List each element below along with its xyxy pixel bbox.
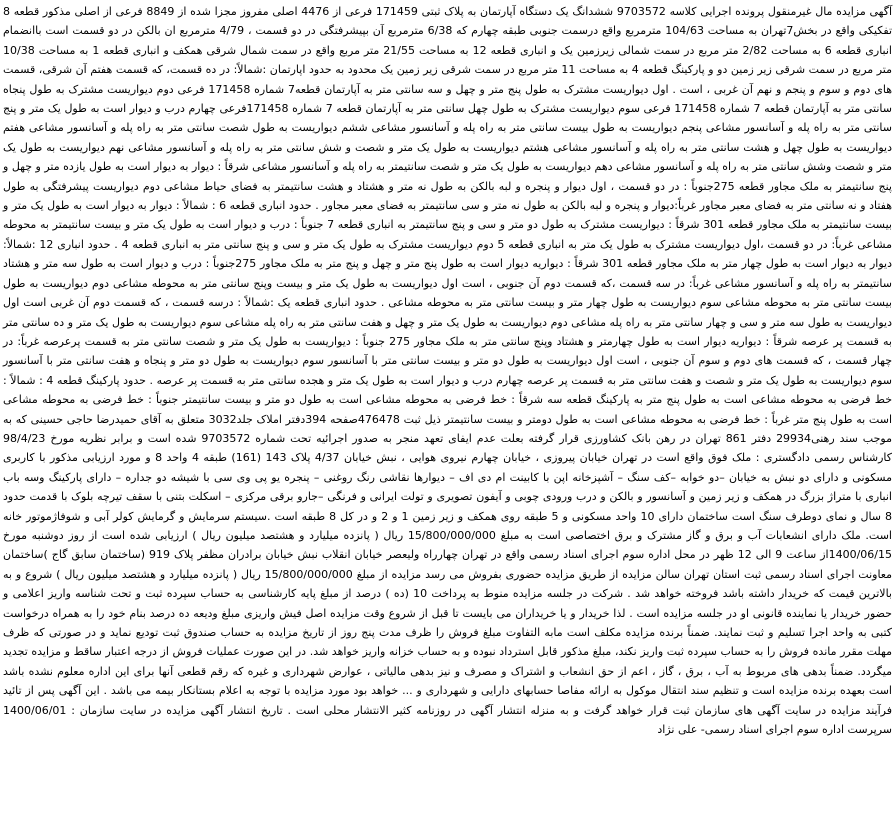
auction-notice-body: آگهی مزایده مال غیرمنقول پرونده اجرایی کلاسه 9703572 ششدانگ یک دستگاه آپارتمان به پلاک ثبتی 171459 فرعی از 4476 اصلی مفروز مجزا شده از 8849 فرعی از اصلی مذکور قطعه 8 تفکیکی واقع در بخش7تهران به مساحت 104/63 مترمربع واقع درسمت جنوبی طبقه چهارم که 6/38 مترمربع آن بپیشرفتگی در دو قسمت ، 4/79 مترمربع ان بالکن در دو قسمت است باانضمام انباری قطعه 6 به مساحت 2/82 متر مربع در سمت شمالی زیرزمین یک و انباری قطعه 12 به مساحت 21/55 متر مربع واقع در سمت شمال شرقی همکف و انباری قطعه 1 به مساحت 10/38 متر مربع در سمت شرقی زیر زمین دو و پارکینگ قطعه 4 به مساحت 11 متر مربع در سمت شرقی زیر زمین یک محدود به حدود اپارتمان :شمالاً: در ده قسمت، که قسمت هفتم آن شرقی، قسمت های دوم و سوم و پنجم و نهم آن غربی ، است . اول دیواریست مشترک به طول پنج متر و چهل و سه سانتی متر به آپارتمان قطعه7 شماره 171458 فرعی دوم دیواریست مشترک به طول پنجاه سانتی متر به آپارتمان قطعه 7 شماره 171458 فرعی سوم دیواریست مشترک به طول چهل سانتی متر به آپارتمان قطعه 7 شماره 171458فرعی چهارم درب و دیوار است به طول یک متر و پنج سانتی متر به راه پله و آسانسور مشاعی پنجم دیواریست به طول بیست سانتی متر به راه پله و آسانسور مشاعی ششم دیواریست به طول شصت سانتی متر به راه پله و آسانسور مشاعی هفتم دیواریست به طول چهل و هشت سانتی متر به راه پله و آسانسور مشاعی هشتم دیواریست به طول یک متر و شصت و شش سانتی متر به راه پله و آسانسور مشاعی نهم دیواریست به طول یک متر و شصت وشش سانتی متر به راه پله و آسانسور مشاعی دهم دیواریست به طول یک متر و شصت سانتیمتر به راه پله و آسانسور مشاعی شرقاً : دیوار به دیوار است به طول یازده متر و چهل و پنج سانتیمتر به ملک مجاور قطعه 275جنوباً : در دو قسمت ، اول دیوار و پنجره و لبه بالکن به طول نه متر و هشتاد و هشت سانتیمتر به فضای حیاط مشاعی دوم دیواریست پیشرفتگی به طول هفتاد و نه سانتی متر به فضای معبر مجاور غرباً:دیوار و پنجره و لبه بالکن به طول نه متر و سی سانتیمتر به فضای معبر مجاور . حدود انباری قطعه 6 : شمالاً : دیوار به دیوار است به طول یک متر و بیست سانتیمتر به ملک مجاور قطعه 301 شرقاً : دیواریست مشترک به طول دو متر و سی و پنج سانتیمتر به انباری قطعه 7 جنوباً : درب و دیوار است به طول یک متر و بیست سانتیمتر به محوطه مشاعی غرباً: در دو قسمت ،اول دیواریست مشترک به طول یک متر به انباری قطعه 5 دوم دیواریست مشترک به طول یک متر و سی و پنج سانتی متر به انباری قطعه 4 . حدود انباری 12 :شمالاً: دیوار به دیوار است به طول چهار متر به ملک مجاور قطعه 301 شرقاً : دیواریه دیوار است به طول پنج متر و چهل و پنج متر به ملک مجاور 275جنوباً : درب و دیوار است به طول سه متر و هشتاد سانتیمتر به راه پله و آسانسور مشاعی غرباً: در سه قسمت ،که قسمت دوم آن جنوبی ، است اول دیواریست به طول یک متر و بیست وپنج سانتی متر به محوطه مشاعی دوم دیواریست به طول بیست سانتی متر به محوطه مشاعی سوم دیواریست به طول چهار متر و بیست سانتی متر به محوطه مشاعی . حدود انباری قطعه یک :شمالاً : درسه قسمت ، که قسمت دوم آن غربی است اول دیواریست به طول سه متر و سی و چهار سانتی متر به راه پله مشاعی دوم دیواریست به طول یک متر و چهل و هفت سانتی متر به راه پله مشاعی سوم دیواریست به طول یک متر و ده سانتی متر به قسمت پر عرصه شرقاً : دیواریه دیوار است به طول چهارمتر و هشتاد وپنج سانتی متر به ملک مجاور 275 جنوباً : دیواریست به طول یک متر و شصت سانتی متر به قسمت پرعرصه غرباً: در چهار قسمت ، که قسمت های دوم و سوم آن جنوبی ، است اول دیواریست به طول دو متر و بیست سانتی متر با آسانسور سوم دیواریست به طول دو متر و پنجاه و هفت سانتی متر با آسانسور سوم دیواریست به طول یک متر و شصت و هفت سانتی متر به قسمت پر عرصه چهارم درب و دیوار است به طول یک متر و هجده سانتی متر به قسمت پر عرصه . حدود پارکینگ قطعه 4 : شمالاً : خط فرضی به محوطه مشاعی است به طول پنج متر به پارکینگ قطعه سه شرقاً : خط فرضی به محوطه مشاعی است به طول دو متر و بیست سانتیمتر جنوباً : خط فرضی به محوطه مشاعی است به طول پنج متر غرباً : خط فرضی به محوطه مشاعی است به طول دومتر و بیست سانتیمتر ذیل ثبت 476478صفحه 394دفتر املاک جلد3032 متعلق به آقای حمیدرضا حاجی حسینی که به موجب سند رهنی29934 دفتر 861 تهران در رهن بانک کشاورزی قرار گرفته بعلت عدم ایفای تعهد منجر به صدور اجرائیه تحت شماره 9703572 شده است و برابر نظریه مورخ 98/4/23 کارشناس رسمی دادگستری : ملک فوق واقع است در تهران خیابان پیروزی ، خیابان چهارم نیروی هوایی ، نبش خیابان 4/37 پلاک 143 (161) طبقه 4 واحد 8 و مورد ارزیابی مذکور با کاربری مسکونی و دارای دو نبش به خیابان –دو خوابه –کف سنگ – آشپزخانه اپن با کابینت ام دی اف – دیوارها نقاشی رنگ روغنی – پنجره یو پی وی سی با شیشه دو جداره – دارای پارکینگ وسه باب انباری با متراژ بزرگ در همکف و زیر زمین و آسانسور و بالکن و درب ورودی چوبی و آیفون تصویری و تولت ایرانی و فرنگی –جارو برقی مرکزی – اسکلت بتنی با سقف تیرچه بلوک با قدمت حدود 8 سال و نمای دوطرف سنگ است ساختمان دارای 10 واحد مسکونی و 5 طبقه روی همکف و زیر زمین 1 و 2 و در کل 8 طبقه است .سیستم سرمایش و گرمایش کولر آبی و شوفاژموتور خانه است. ملک دارای انشعابات آب و برق و گاز مشترک و برق اختصاصی است به مبلغ 15/800/000/000 ریال ( پانزده میلیارد و هشتصد میلیون ریال ) ارزیابی شده است از روز دوشنبه مورخ 1400/06/15از ساعت 9 الی 12 ظهر در محل اداره سوم اجرای اسناد رسمی واقع در تهران چهارراه ولیعصر خیابان انقلاب نبش خیابان برادران مظفر پلاک 919 (ساختمان سابق گاج )ساختمان معاونت اجرای اسناد رسمی ثبت استان تهران سالن مزایده از طریق مزایده حضوری بفروش می رسد مزایده از مبلغ 15/800/000/000 ریال ( پانزده میلیارد و هشتصد میلیون ریال ) شروع و به بالاترین قیمت که خریدار داشته باشد فروخته خواهد شد . شرکت در جلسه مزایده منوط به پرداخت 10 (ده ) درصد از مبلغ پایه کارشناسی به حساب سپرده ثبت و تحت شناسه واریز اعلامی و حضور خریدار یا نماینده قانونی او در جلسه مزایده است . لذا خریدار و یا خریداران می بایست تا قبل از شروع وقت مزایده اصل فیش واریزی مبلغ ودیعه ده درصد بنام خود را به همراه درخواست کتبی به واحد اجرا تسلیم و ثبت نمایند. ضمناً برنده مزایده مکلف است مابه التفاوت مبلغ فروش را ظرف مدت پنج روز از تاریخ مزایده به حساب صندوق ثبت تودیع نماید و در صورتی که ظرف مهلت مقرر مانده فروش را به حساب سپرده ثبت واریز نکند، مبلغ مذکور قابل استرداد نبوده و به حساب خزانه واریز خواهد شد. در این صورت عملیات فروش از درجه اعتبار ساقط و مزایده تجدید میگردد. ضمناً بدهی های مربوط به آب ، برق ، گاز ، اعم از حق انشعاب و اشتراک و مصرف و نیز بدهی مالیاتی ، عوارض شهرداری و غیره که رقم قطعی آنها برای این اداره معلوم نشده باشد است بعهده برنده مزایده است و تنظیم سند انتقال موکول به ارائه مفاصا حسابهای دارایی و شهرداری و ... خواهد بود مورد مزایده با توجه به اعلام بستانکار بیمه می باشد . این آگهی پس از تائید فرآیند مزایده در سایت آگهی های سازمان ثبت قرار خواهد گرفت و به منزله انتشار آگهی در روزنامه کثیر الانتشار محلی است . تاریخ انتشار آگهی مزایده در سایت سازمان : 1400/06/01 سرپرست اداره سوم اجرای اسناد رسمی- علی نژاد: [3, 5, 893, 737]
